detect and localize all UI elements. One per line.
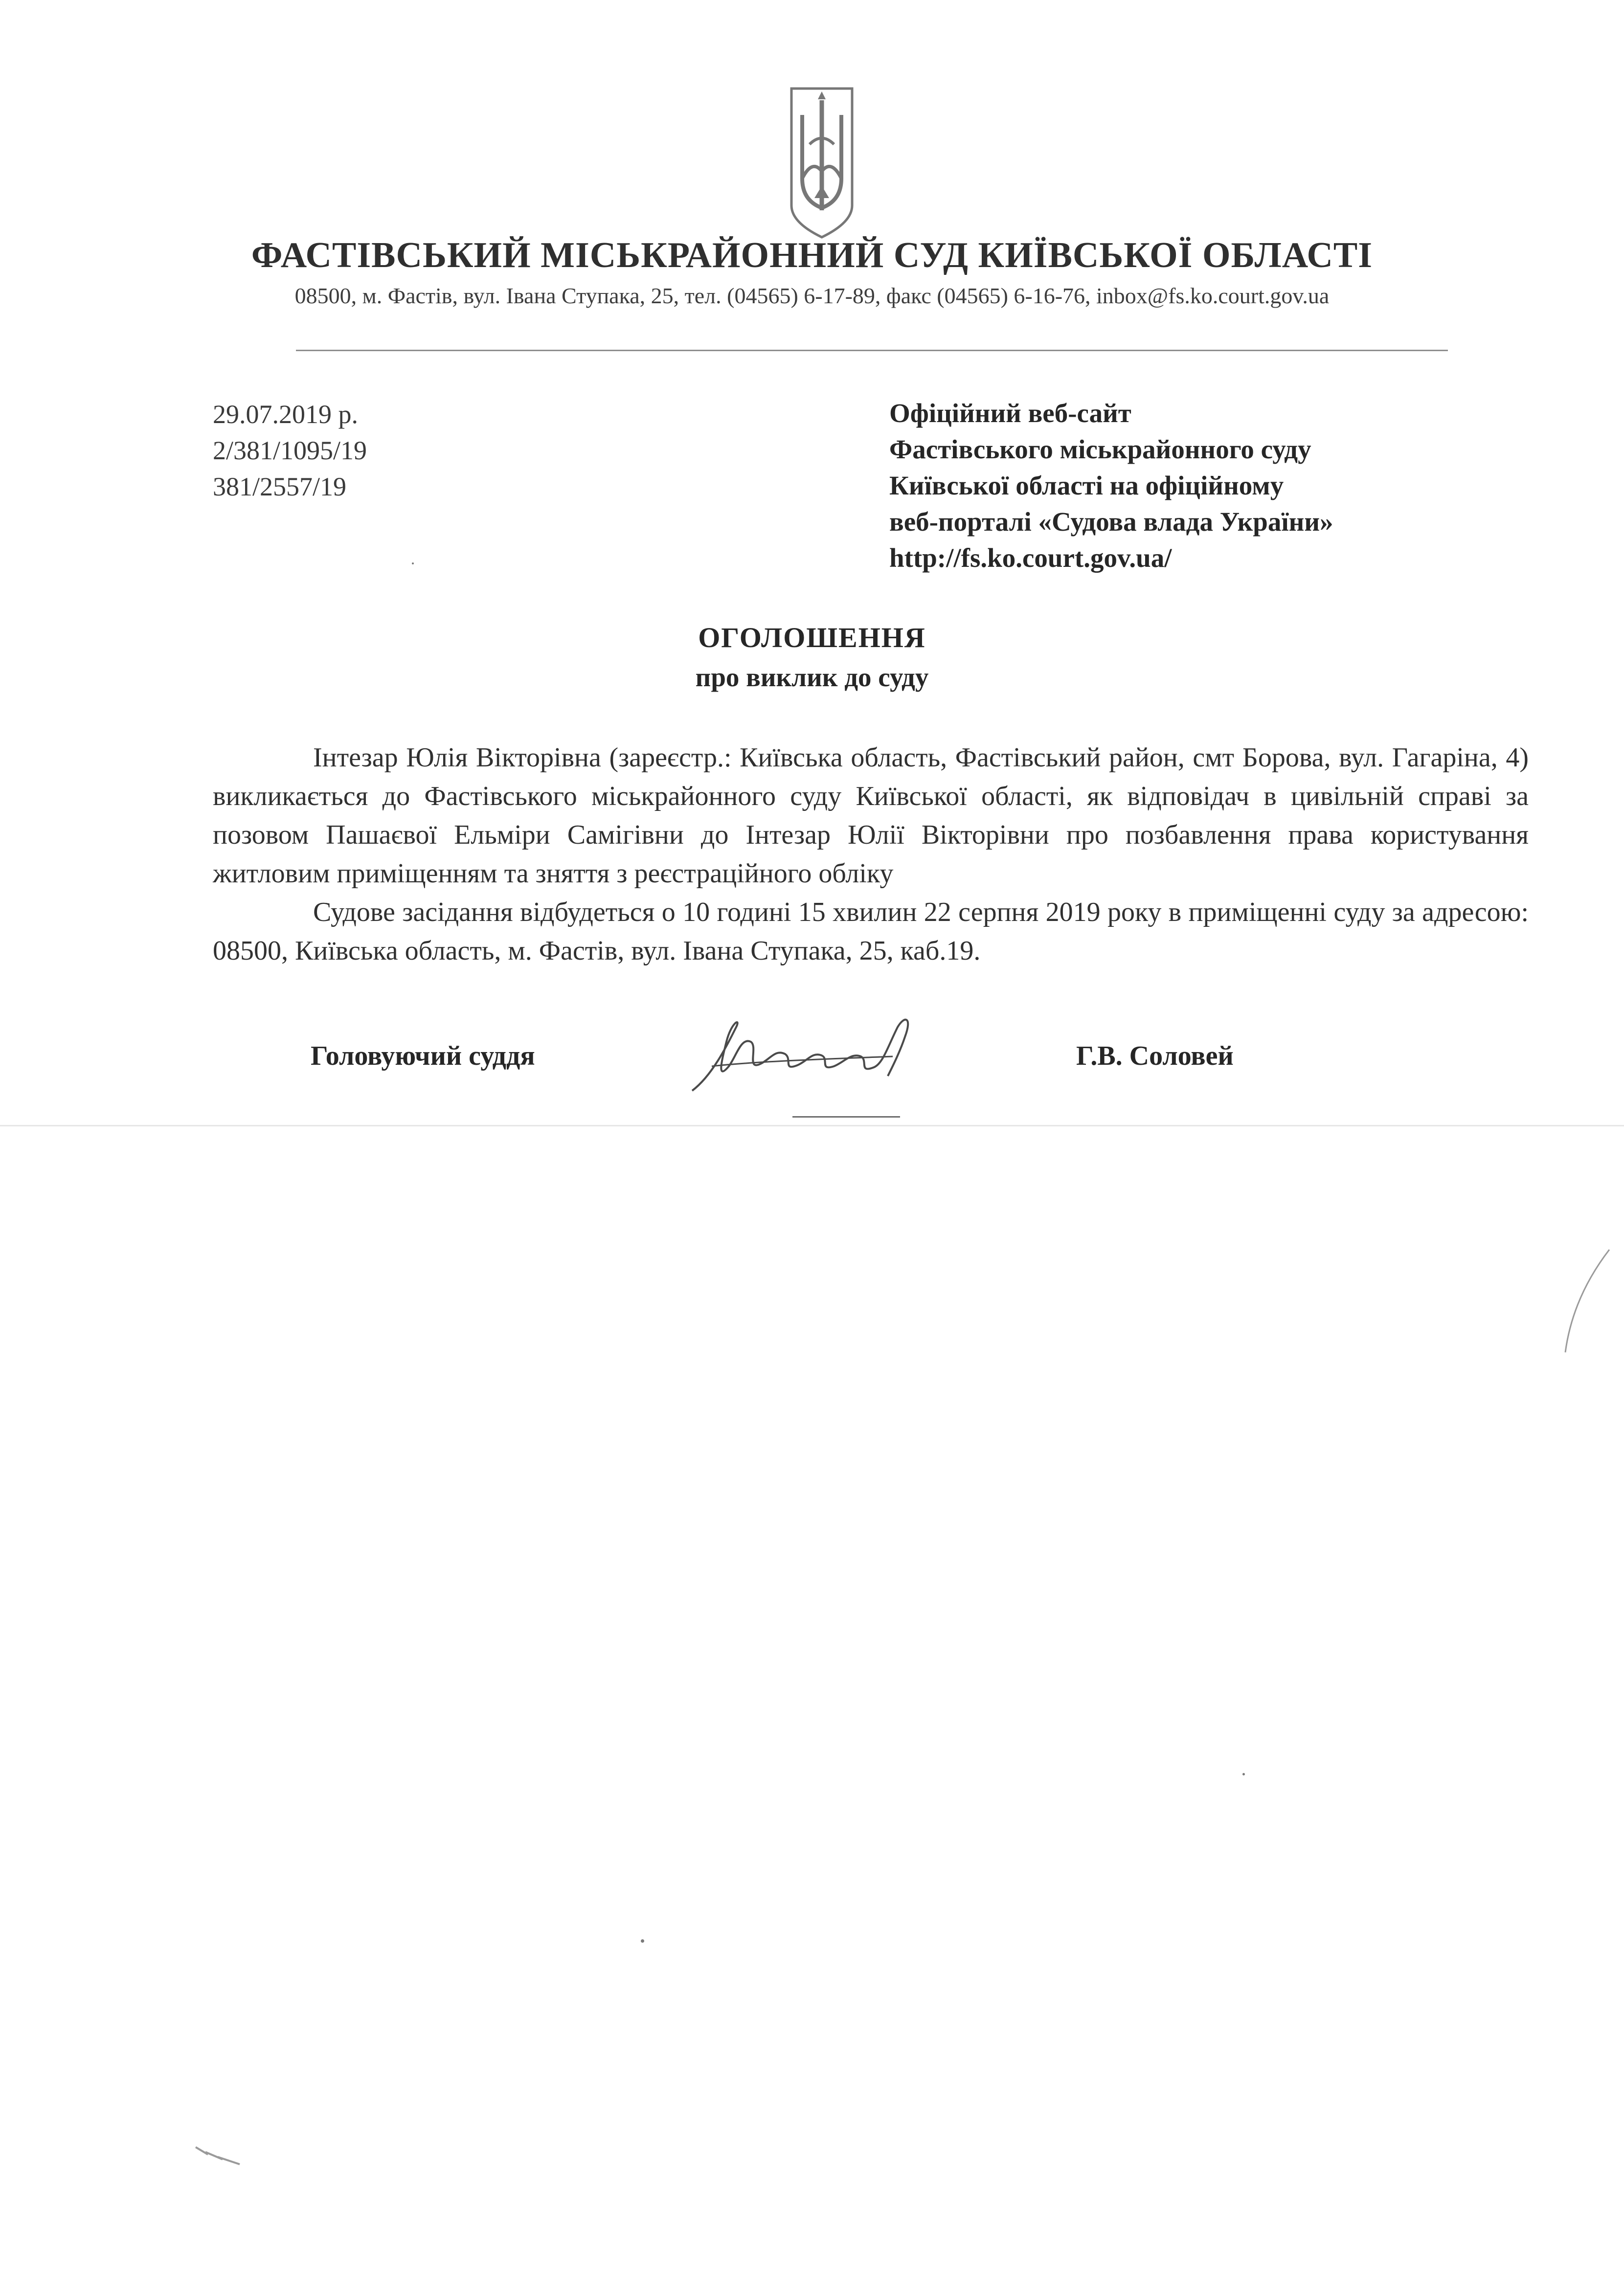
scan-fold-line (0, 1125, 1624, 1126)
header-divider (296, 350, 1448, 351)
scan-speck (412, 562, 414, 564)
handwritten-signature (682, 1008, 927, 1096)
notice-paragraph: Інтезар Юлія Вікторівна (зареєстр.: Київська область, Фастівський район, смт Борова, вул. Гагаріна, 4) викликається до Фастівського міськрайонного суду Київської області, як відповідач в цивільній справі за позовом Пашаєвої Ельміри Самігівни до Інтезар Юлії Вікторівни про позбавлення права користування житловим приміщенням та зняття з реєстраційного обліку (213, 742, 1529, 889)
outgoing-ref-2: 381/2557/19 (213, 472, 347, 501)
scan-smudge (193, 2137, 247, 2172)
outgoing-references (213, 396, 653, 505)
court-address-line: 08500, м. Фастів, вул. Івана Ступака, 25, тел. (04565) 6-17-89, факс (04565) 6-16-76, inbox@fs.ko.court.gov.ua (294, 283, 1330, 308)
addressee-block (889, 395, 1574, 576)
signatory-name: Г.В. Соловей (1076, 1041, 1234, 1071)
signatory-position: Головуючий суддя (311, 1041, 535, 1071)
notice-body (213, 739, 1529, 970)
notice-subtitle: про виклик до суду (695, 662, 929, 692)
notice-paragraph: Судове засідання відбудеться о 10 годині 15 хвилин 22 серпня 2019 року в приміщенні суду за адресою: 08500, Київська область, м. Фастів, вул. Івана Ступака, 25, каб.19. (213, 897, 1529, 966)
addressee-line: веб-порталі «Судова влада України» (889, 507, 1333, 537)
scan-edge-mark (1556, 1247, 1614, 1355)
outgoing-ref-1: 2/381/1095/19 (213, 436, 367, 465)
scan-speck (1242, 1773, 1245, 1775)
signature-underline (792, 1116, 900, 1118)
notice-title: ОГОЛОШЕННЯ (698, 622, 926, 653)
addressee-line: Фастівського міськрайонного суду (889, 434, 1311, 464)
addressee-line: Київської області на офіційному (889, 471, 1284, 500)
outgoing-date: 29.07.2019 р. (213, 400, 358, 429)
court-name: ФАСТІВСЬКИЙ МІСЬКРАЙОННИЙ СУД КИЇВСЬКОЇ ОБЛАСТІ (251, 235, 1373, 275)
addressee-url: http://fs.ko.court.gov.ua/ (889, 543, 1172, 573)
addressee-line: Офіційний веб-сайт (889, 398, 1131, 428)
scan-speck (641, 1939, 644, 1943)
ukraine-coat-of-arms-icon (788, 86, 856, 240)
